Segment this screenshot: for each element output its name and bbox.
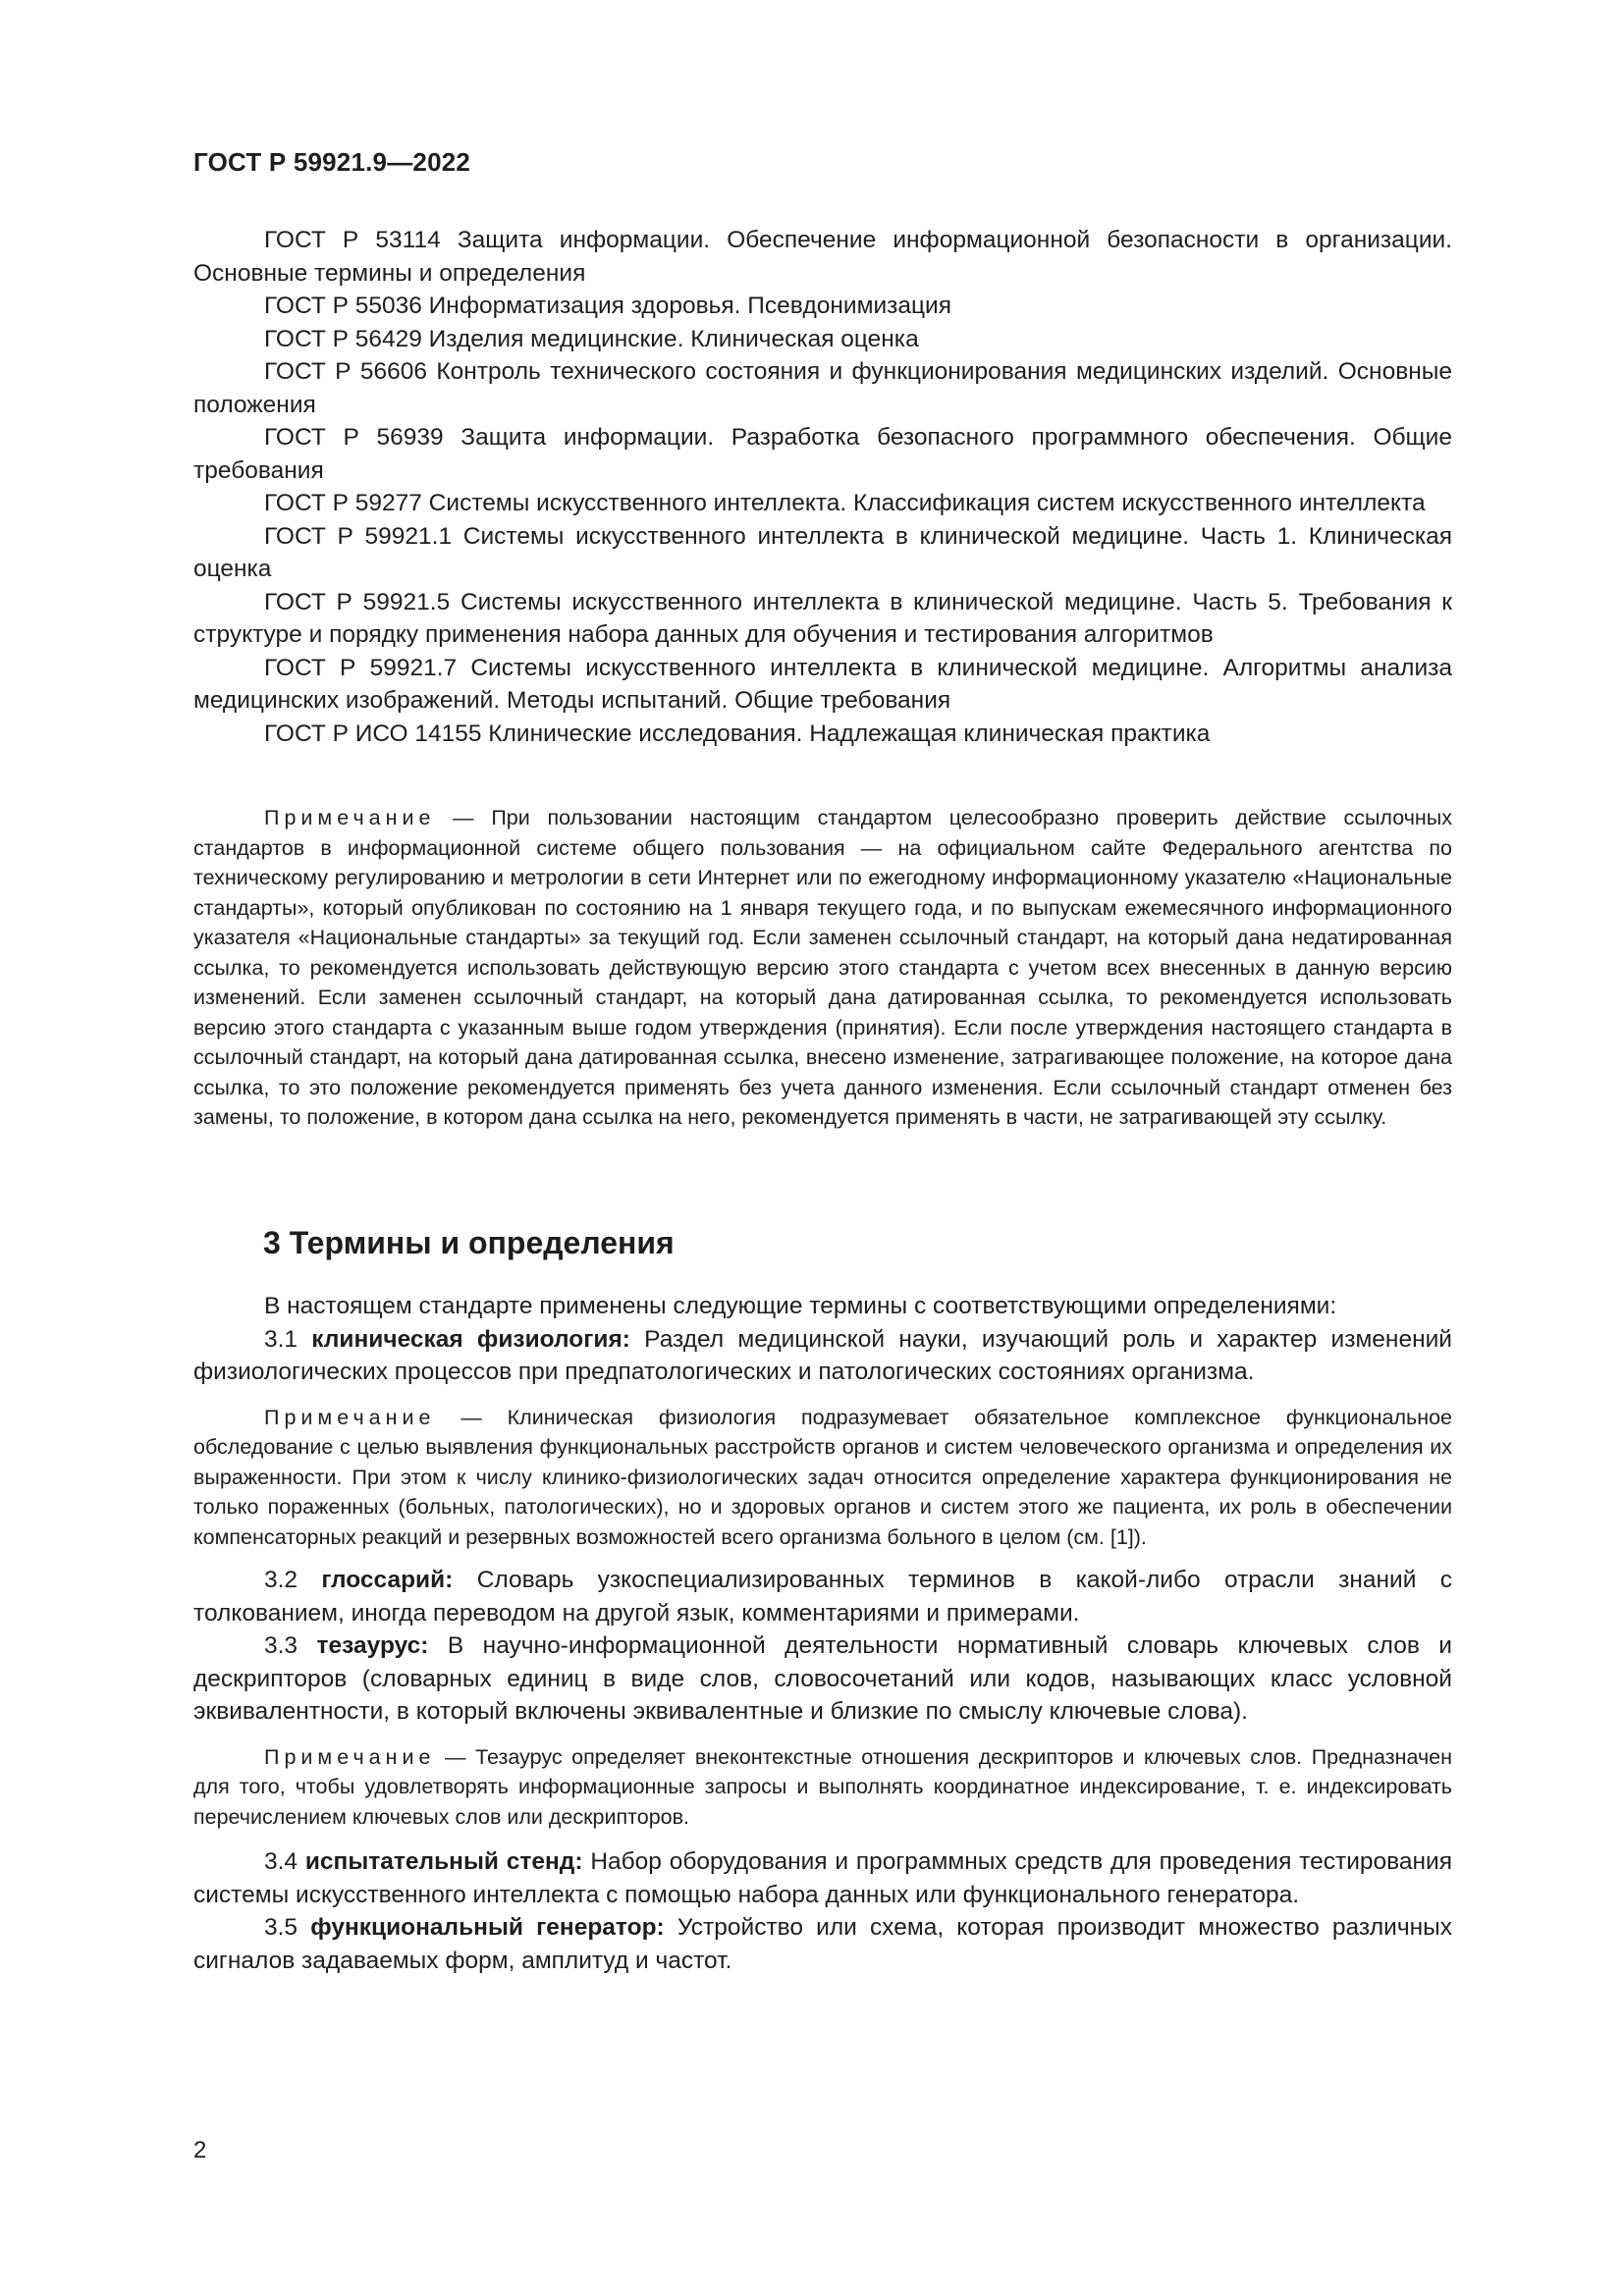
term-entry: 3.1 клиническая физиология: Раздел медицинской науки, изучающий роль и характер изменений физиологических процессов при предпатологических и патологических состояниях организма. — [193, 1325, 1452, 1385]
term-name: клиническая физиология: — [311, 1325, 630, 1353]
reference-item: ГОСТ Р 59921.1 Системы искусственного интеллекта в клинической медицине. Часть 1. Клиническая оценка — [193, 522, 1452, 582]
reference-item: ГОСТ Р 59277 Системы искусственного интеллекта. Классификация систем искусственного интеллекта — [264, 490, 1426, 516]
term-name: глоссарий: — [321, 1567, 454, 1593]
note-text: — Клиническая физиология подразумевает обязательное комплексное функциональное обследование с целью выявления функциональных расстройств органов и систем человеческого организма и определения их выраженности. При этом к числу клинико-физиологических задач относится определение характера функционирования не только пораженных (больных, патологических), но и здоровых органов и систем этого же пациента, их роль в обеспечении компенсаторных реакций и резервных возможностей всего организма больного в целом (см. [1]). — [193, 1405, 1452, 1549]
term-definition: Словарь узкоспециализированных терминов в какой-либо отрасли знаний с толкованием, иногда переводом на другой язык, комментариями и примерами. — [193, 1567, 1453, 1627]
reference-item: ГОСТ Р 53114 Защита информации. Обеспечение информационной безопасности в организации. Основные термины и определения — [193, 227, 1452, 287]
reference-item: ГОСТ Р ИСО 14155 Клинические исследования. Надлежащая клиническая практика — [264, 720, 1211, 747]
document-code-header: ГОСТ Р 59921.9—2022 — [193, 147, 471, 177]
term-entry: 3.4 испытательный стенд: Набор оборудования и программных средств для проведения тестирования системы искусственного интеллекта с помощью набора данных или функционального генератора. — [193, 1848, 1453, 1908]
note-text: — Тезаурус определяет внеконтекстные отношения дескрипторов и ключевых слов. Предназначен для того, чтобы удовлетворять информационные запросы и выполнять координатное индексирование, т. е. индексировать перечислением ключевых слов или дескрипторов. — [193, 1744, 1452, 1829]
reference-item: ГОСТ Р 59921.7 Системы искусственного интеллекта в клинической медицине. Алгоритмы анализа медицинских изображений. Методы испытаний. Общие требования — [193, 654, 1452, 714]
references-note — [193, 803, 1452, 1133]
term-entry: 3.3 тезаурус: В научно-информационной деятельности нормативный словарь ключевых слов и дескрипторов (словарных единиц в виде слов, словосочетаний или кодов, называющих класс условной эквивалентности, в который включены эквивалентные и близкие по смыслу ключевые слова). — [193, 1632, 1452, 1725]
term-entry: 3.2 глоссарий: Словарь узкоспециализированных терминов в какой-либо отрасли знаний с толкованием, иногда переводом на другой язык, комментариями и примерами. — [193, 1567, 1453, 1627]
reference-item: ГОСТ Р 59921.5 Системы искусственного интеллекта в клинической медицине. Часть 5. Требования к структуре и порядку применения набора данных для обучения и тестирования алгоритмов — [193, 588, 1452, 648]
section-title: 3 Термины и определения — [263, 1225, 675, 1260]
note-label: Примечание — [264, 1744, 436, 1769]
note-text: — При пользовании настоящим стандартом целесообразно проверить действие ссылочных стандартов в информационной системе общего пользования — на официальном сайте Федерального агентства по техническому регулированию и метрологии в сети Интернет или по ежегодному информационному указателю «Национальные стандарты», который опубликован по состоянию на 1 января текущего года, и по выпускам ежемесячного информационного указателя «Национальные стандарты» за текущий год. Если заменен ссылочный стандарт, на который дана недатированная ссылка, то рекомендуется использовать действующую версию этого стандарта с учетом всех внесенных в данную версию изменений. Если заменен ссылочный стандарт, на который дана датированная ссылка, то рекомендуется использовать версию этого стандарта с указанным выше годом утверждения (принятия). Если после утверждения настоящего стандарта в ссылочный стандарт, на который дана датированная ссылка, внесено изменение, затрагивающее положение, на которое дана ссылка, то это положение рекомендуется применять без учета данного изменения. Если ссылочный стандарт отменен без замены, то положение, в котором дана ссылка на него, рекомендуется применять в части, не затрагивающей эту ссылку. — [193, 806, 1452, 1129]
note-label: Примечание — [264, 1405, 436, 1429]
term-note — [193, 1403, 1452, 1553]
term-note — [193, 1742, 1452, 1833]
term-definition: В научно-информационной деятельности нормативный словарь ключевых слов и дескрипторов (словарных единиц в виде слов, словосочетаний или кодов, называющих класс условной эквивалентности, в который включены эквивалентные и близкие по смыслу ключевые слова). — [193, 1632, 1452, 1725]
term-name: функциональный генератор: — [310, 1914, 665, 1941]
reference-item: ГОСТ Р 56429 Изделия медицинские. Клиническая оценка — [264, 325, 919, 352]
page-number: 2 — [193, 2137, 207, 2163]
section-intro: В настоящем стандарте применены следующие термины с соответствующими определениями: — [264, 1293, 1337, 1319]
term-entry: 3.5 функциональный генератор: Устройство или схема, которая производит множество различных сигналов задаваемых форм, амплитуд и частот. — [193, 1914, 1453, 1974]
reference-item: ГОСТ Р 56939 Защита информации. Разработка безопасного программного обеспечения. Общие требования — [193, 424, 1452, 484]
note-label: Примечание — [264, 806, 436, 829]
term-name: испытательный стенд: — [304, 1848, 583, 1875]
term-definition: Раздел медицинской науки, изучающий роль и характер изменений физиологических процессов при предпатологических и патологических состояниях организма. — [193, 1325, 1452, 1385]
terms-section — [193, 1290, 1452, 1977]
term-definition: Устройство или схема, которая производит множество различных сигналов задаваемых форм, амплитуд и частот. — [193, 1914, 1453, 1974]
normative-references-list — [193, 224, 1452, 750]
term-definition: Набор оборудования и программных средств для проведения тестирования системы искусственного интеллекта с помощью набора данных или функционального генератора. — [193, 1848, 1453, 1908]
reference-item: ГОСТ Р 55036 Информатизация здоровья. Псевдонимизация — [264, 293, 951, 319]
term-name: тезаурус: — [316, 1632, 429, 1659]
reference-item: ГОСТ Р 56606 Контроль технического состояния и функционирования медицинских изделий. Основные положения — [193, 358, 1452, 418]
